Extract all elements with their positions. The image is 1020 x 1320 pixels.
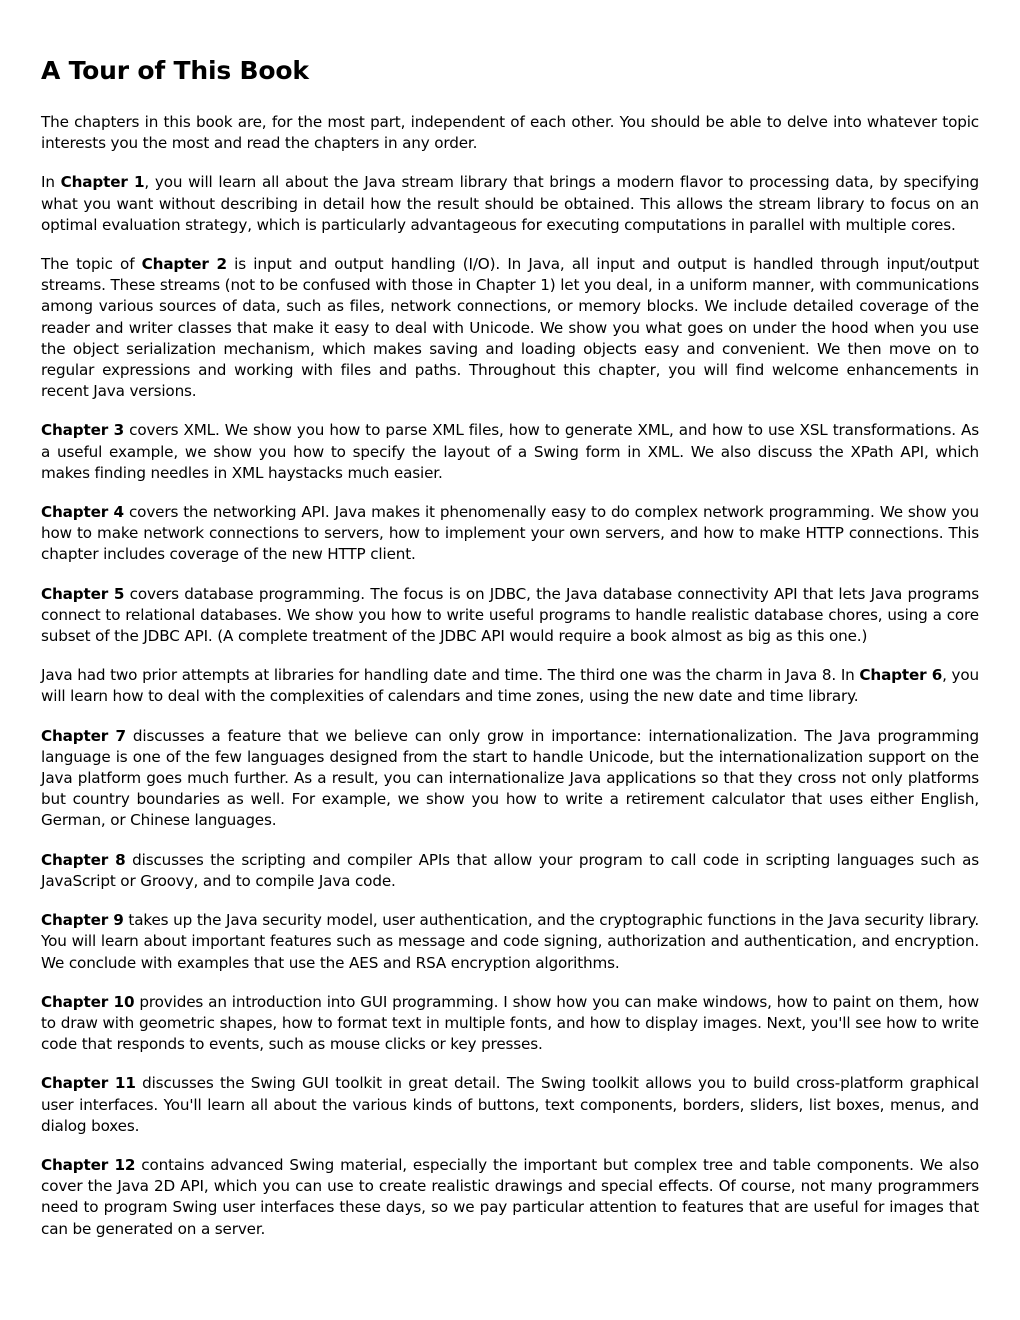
page-title: A Tour of This Book (41, 56, 309, 85)
paragraph-text: covers database programming. The focus is on JDBC, the Java database connectivity API that lets Java programs connect to relational databases. We show you how to write useful programs to handle realistic database chores, using a core subset of the JDBC API. (A complete treatment of the JDBC API would require a book almost as big as this one.) (41, 584, 979, 646)
paragraph-chapter-10 (41, 992, 979, 1056)
paragraph-chapter-2 (41, 254, 979, 402)
paragraph-chapter-11 (41, 1073, 979, 1137)
paragraph-chapter-7 (41, 726, 979, 832)
paragraph-intro (41, 112, 979, 154)
paragraph-text: , you will learn all about the Java stream library that brings a modern flavor to processing data, by specifying what you want without describing in detail how the result should be obtained. This allows the stream library to focus on an optimal evaluation strategy, which is particularly advantageous for executing computations in parallel with multiple cores. (41, 173, 980, 234)
chapter-label: Chapter 10 (41, 992, 135, 1011)
paragraph-chapter-1 (41, 172, 979, 236)
paragraph-lead: In (41, 173, 61, 192)
paragraph-text: covers the networking API. Java makes it phenomenally easy to do complex network programming. We show you how to make network connections to servers, how to implement your own servers, and how to make HTTP connections. This chapter includes coverage of the new HTTP client. (41, 503, 979, 564)
paragraph-chapter-6 (41, 665, 979, 707)
chapter-label: Chapter 11 (41, 1074, 136, 1093)
paragraph-text: discusses the Swing GUI toolkit in great detail. The Swing toolkit allows you to build cross-platform graphical user interfaces. You'll learn all about the various kinds of buttons, text components, borders, sliders, list boxes, menus, and dialog boxes. (41, 1074, 979, 1135)
document-page (41, 52, 979, 1258)
paragraph-chapter-3 (41, 420, 979, 484)
paragraph-chapter-12 (41, 1155, 979, 1240)
chapter-label: Chapter 2 (141, 255, 227, 274)
paragraph-chapter-8 (41, 850, 979, 892)
paragraph-text: discusses the scripting and compiler APIs that allow your program to call code in scripting languages such as JavaScript or Groovy, and to compile Java code. (41, 850, 979, 890)
chapter-label: Chapter 7 (41, 726, 126, 745)
chapter-label: Chapter 12 (41, 1155, 136, 1174)
paragraph-chapter-5 (41, 584, 979, 648)
paragraph-text: , you will learn how to deal with the complexities of calendars and time zones, using the new date and time library. (41, 666, 980, 706)
chapter-label: Chapter 1 (60, 173, 145, 192)
chapter-label: Chapter 8 (41, 850, 126, 869)
chapter-label: Chapter 6 (859, 666, 943, 685)
paragraph-text: contains advanced Swing material, especially the important but complex tree and table components. We also cover the Java 2D API, which you can use to create realistic drawings and special effects. Of course, not many programmers need to program Swing user interfaces these days, so we pay particular attention to features that are useful for images that can be generated on a server. (41, 1155, 979, 1238)
paragraph-chapter-9 (41, 910, 979, 974)
paragraph-lead: Java had two prior attempts at libraries for handling date and time. The third one was the charm in Java 8. In (41, 666, 860, 685)
paragraph-chapter-4 (41, 502, 979, 566)
paragraph-text: discusses a feature that we believe can only grow in importance: internationalization. The Java programming language is one of the few languages designed from the start to handle Unicode, but the internationalization support on the Java platform goes much further. As a result, you can internationalize Java applications so that they cross not only platforms but country boundaries as well. For example, we show you how to write a retirement calculator that uses either English, German, or Chinese languages. (41, 726, 979, 830)
paragraph-text: provides an introduction into GUI programming. I show how you can make windows, how to paint on them, how to draw with geometric shapes, how to format text in multiple fonts, and how to display images. Next, you'll see how to write code that responds to events, such as mouse clicks or key presses. (41, 992, 979, 1054)
chapter-label: Chapter 5 (41, 584, 125, 603)
paragraph-text: is input and output handling (I/O). In Java, all input and output is handled through input/output streams. These streams (not to be confused with those in Chapter 1) let you deal, in a uniform manner, with communications among various sources of data, such as files, network connections, or memory blocks. We include detailed coverage of the reader and writer classes that make it easy to deal with Unicode. We show you what goes on under the hood when you use the object serialization mechanism, which makes saving and loading objects easy and convenient. We then move on to regular expressions and working with files and paths. Throughout this chapter, you will find welcome enhancements in recent Java versions. (41, 255, 979, 401)
paragraph-text: covers XML. We show you how to parse XML files, how to generate XML, and how to use XSL transformations. As a useful example, we show you how to specify the layout of a Swing form in XML. We also discuss the XPath API, which makes finding needles in XML haystacks much easier. (41, 421, 979, 482)
chapter-label: Chapter 3 (41, 421, 125, 440)
paragraph-text: takes up the Java security model, user authentication, and the cryptographic functions in the Java security library. You will learn about important features such as message and code signing, authorization and authentication, and encryption. We conclude with examples that use the AES and RSA encryption algorithms. (41, 911, 980, 972)
paragraph-text: The chapters in this book are, for the most part, independent of each other. You should be able to delve into whatever topic interests you the most and read the chapters in any order. (41, 113, 979, 153)
chapter-label: Chapter 4 (41, 503, 124, 522)
chapter-label: Chapter 9 (41, 911, 124, 930)
paragraph-lead: The topic of (41, 255, 142, 274)
